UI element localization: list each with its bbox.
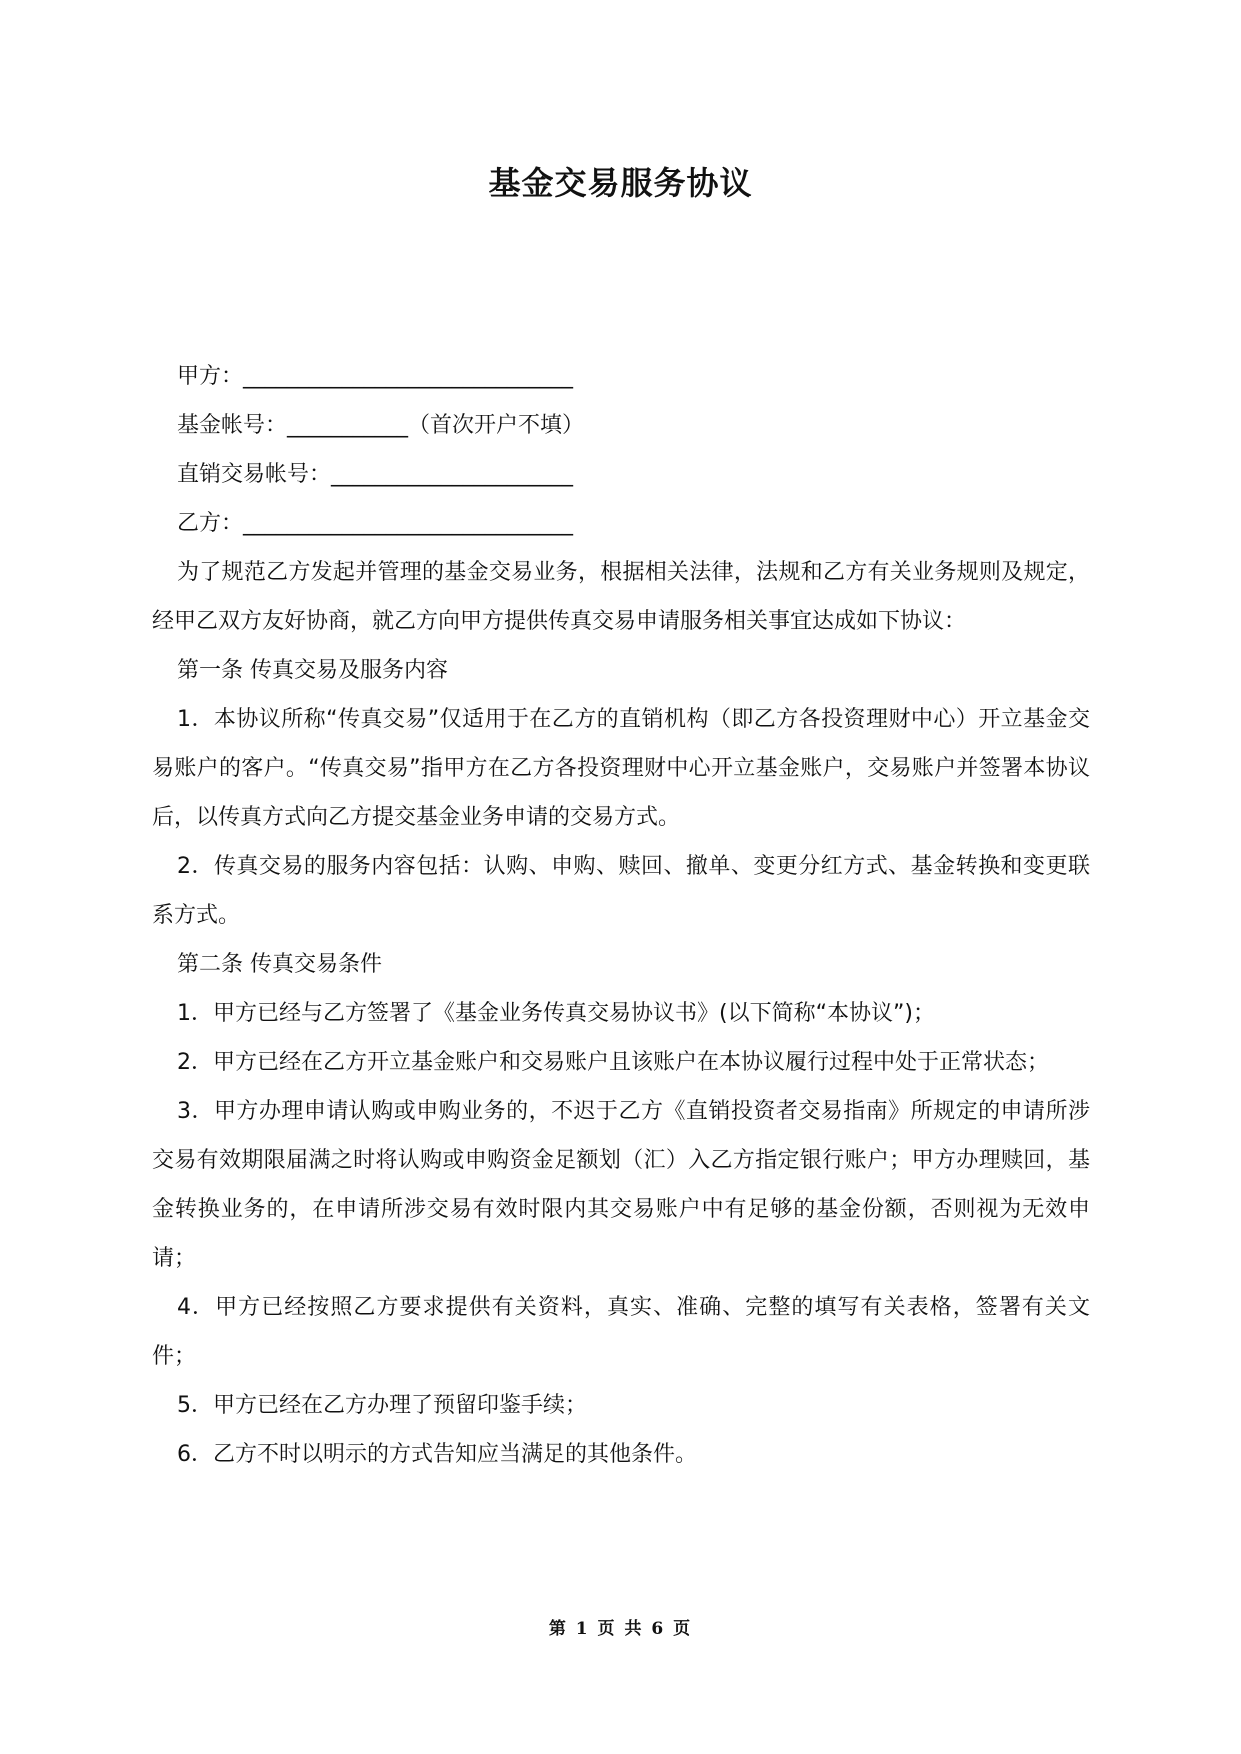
fund-account-field: 基金帐号：___________（首次开户不填）	[177, 413, 585, 438]
document-body	[152, 352, 1090, 1479]
article-1-heading: 第一条 传真交易及服务内容	[177, 658, 448, 683]
party-a-field: 甲方：______________________________	[177, 364, 574, 389]
party-b-field: 乙方：______________________________	[177, 511, 574, 536]
article-2-item-4: 4．甲方已经按照乙方要求提供有关资料，真实、准确、完整的填写有关表格，签署有关文件；	[152, 1295, 1090, 1369]
article-2-item-5: 5．甲方已经在乙方办理了预留印鉴手续；	[177, 1393, 587, 1418]
article-1-item-1: 1．本协议所称“传真交易”仅适用于在乙方的直销机构（即乙方各投资理财中心）开立基金交易账户的客户。“传真交易”指甲方在乙方各投资理财中心开立基金账户，交易账户并签署本协议后，以传真方式向乙方提交基金业务申请的交易方式。	[152, 707, 1090, 830]
article-2-item-1: 1．甲方已经与乙方签署了《基金业务传真交易协议书》(以下简称“本协议”)；	[177, 1001, 935, 1026]
article-2-item-6: 6．乙方不时以明示的方式告知应当满足的其他条件。	[177, 1442, 697, 1467]
page-number-footer: 第 1 页 共 6 页	[548, 1619, 693, 1639]
article-2-item-3: 3．甲方办理申请认购或申购业务的，不迟于乙方《直销投资者交易指南》所规定的申请所涉交易有效期限届满之时将认购或申购资金足额划（汇）入乙方指定银行账户；甲方办理赎回，基金转换业务的，在申请所涉交易有效时限内其交易账户中有足够的基金份额，否则视为无效申请；	[152, 1099, 1090, 1271]
article-2-item-2: 2．甲方已经在乙方开立基金账户和交易账户且该账户在本协议履行过程中处于正常状态；	[177, 1050, 1050, 1075]
article-1-item-2: 2．传真交易的服务内容包括：认购、申购、赎回、撤单、变更分红方式、基金转换和变更联系方式。	[152, 854, 1090, 928]
direct-account-field: 直销交易帐号：______________________	[177, 462, 574, 487]
article-2-heading: 第二条 传真交易条件	[177, 952, 382, 977]
preamble-paragraph: 为了规范乙方发起并管理的基金交易业务，根据相关法律，法规和乙方有关业务规则及规定，经甲乙双方友好协商，就乙方向甲方提供传真交易申请服务相关事宜达成如下协议：	[152, 560, 1090, 634]
document-title: 基金交易服务协议	[488, 164, 753, 202]
